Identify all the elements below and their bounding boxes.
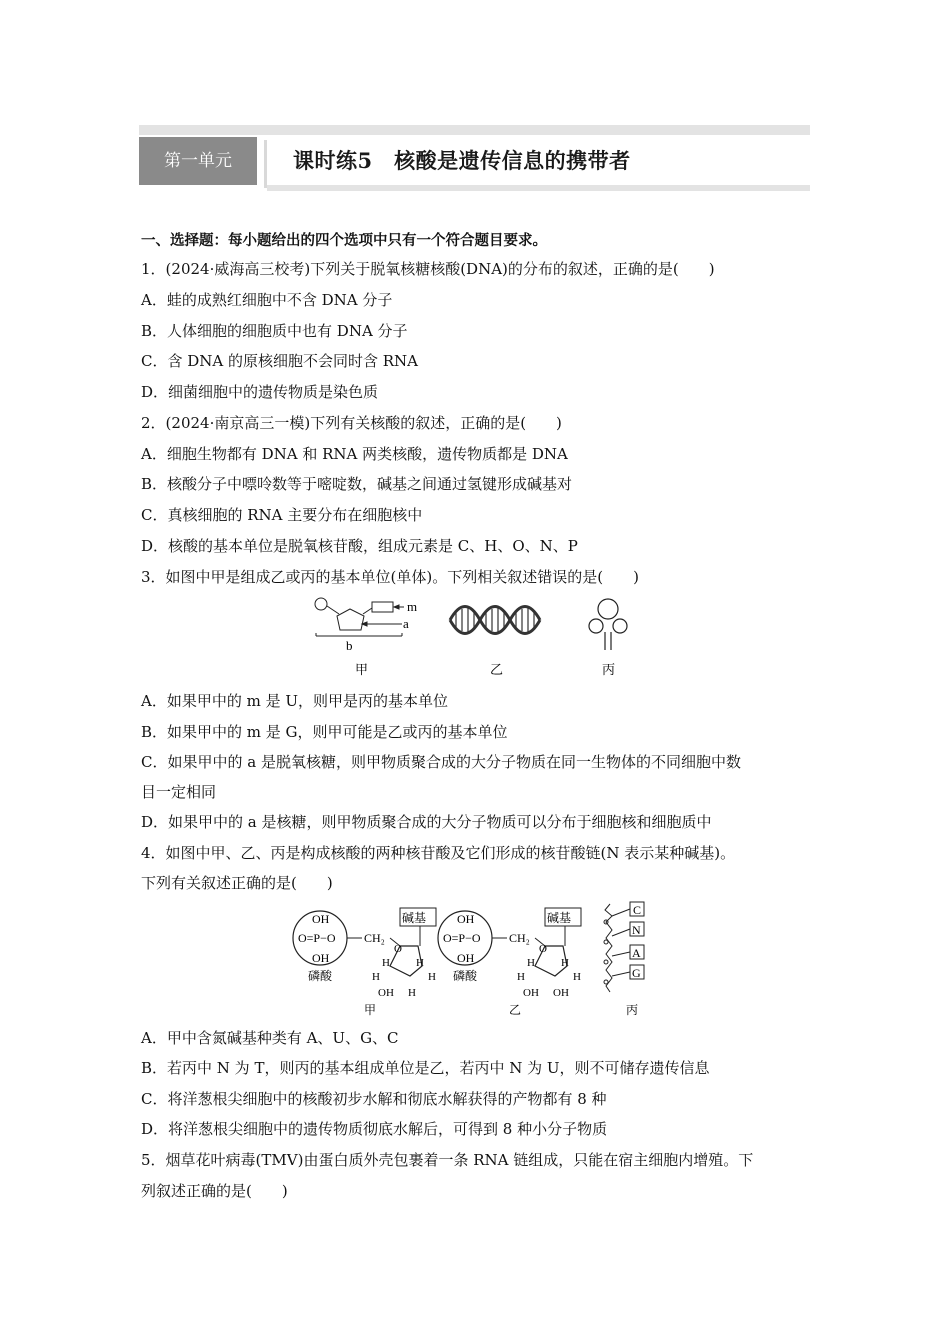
chain-base-1: C [633, 903, 642, 917]
q3-figure [300, 592, 640, 682]
q3-caption-jia: 甲 [355, 662, 369, 677]
svg-text:H: H [517, 971, 525, 983]
q1-option-b: B．人体细胞的细胞质中也有 DNA 分子 [141, 322, 408, 340]
q3-option-b: B．如果甲中的 m 是 G，则甲可能是乙或丙的基本单位 [141, 723, 508, 741]
sugar-pentagon [337, 609, 364, 630]
q5-stem-line2: 列叙述正确的是( ) [141, 1182, 288, 1200]
label-m: m [407, 599, 418, 614]
svg-text:O=P−O: O=P−O [443, 931, 481, 945]
q1-option-c: C．含 DNA 的原核细胞不会同时含 RNA [141, 352, 419, 370]
label-b: b [346, 638, 353, 653]
q4-caption-bing: 丙 [626, 1003, 639, 1017]
q1-option-d: D．细菌细胞中的遗传物质是染色质 [141, 383, 379, 401]
svg-text:H: H [527, 957, 535, 969]
q2-option-a: A．细胞生物都有 DNA 和 RNA 两类核酸，遗传物质都是 DNA [141, 445, 568, 463]
chain-base-3: A [632, 946, 641, 960]
q3-option-c-cont: 目一定相同 [141, 783, 217, 801]
lesson-banner [139, 125, 810, 195]
svg-text:H: H [408, 987, 416, 999]
svg-text:H: H [428, 971, 436, 983]
svg-text:H: H [573, 971, 581, 983]
q3-caption-yi: 乙 [490, 662, 504, 677]
q3-stem: 3．如图中甲是组成乙或丙的基本单位(单体)。下列相关叙述错误的是( ) [141, 568, 639, 586]
svg-text:CH₂: CH₂ [509, 931, 530, 945]
phosphate-circle [315, 598, 327, 610]
svg-text:OH: OH [312, 951, 330, 965]
svg-text:OH: OH [457, 951, 475, 965]
q4-stem-line2: 下列有关叙述正确的是( ) [141, 874, 333, 892]
svg-text:O: O [539, 943, 547, 955]
q4-option-c: C．将洋葱根尖细胞中的核酸初步水解和彻底水解获得的产物都有 8 种 [141, 1090, 607, 1108]
svg-text:OH: OH [378, 987, 394, 999]
q1-option-a: A．蛙的成熟红细胞中不含 DNA 分子 [141, 291, 393, 309]
svg-text:OH: OH [523, 987, 539, 999]
chain-base-2: N [632, 923, 641, 937]
phosphate-label-yi: 磷酸 [453, 969, 478, 983]
svg-text:H: H [561, 957, 569, 969]
double-helix-diagram [450, 607, 540, 634]
page-title: 课时练5 核酸是遗传信息的携带者 [293, 148, 631, 173]
phosphate-label-jia: 磷酸 [308, 969, 333, 983]
q4-caption-jia: 甲 [364, 1003, 377, 1017]
q4-stem-line1: 4．如图中甲、乙、丙是构成核酸的两种核苷酸及它们形成的核苷酸链(N 表示某种碱基)。 [141, 844, 736, 862]
nucleotide-yi [438, 908, 581, 1017]
q4-option-a: A．甲中含氮碱基种类有 A、U、G、C [141, 1029, 399, 1047]
svg-text:OH: OH [312, 912, 330, 926]
chain-base-4: G [632, 966, 641, 980]
q3-option-a: A．如果甲中的 m 是 U，则甲是丙的基本单位 [141, 692, 449, 710]
q3-caption-bing: 丙 [602, 662, 616, 677]
banner-top-bar [139, 125, 810, 135]
q2-stem: 2．(2024·南京高三一模)下列有关核酸的叙述，正确的是( ) [141, 414, 562, 432]
q2-option-c: C．真核细胞的 RNA 主要分布在细胞核中 [141, 506, 423, 524]
trna-cloverleaf-diagram [589, 599, 627, 650]
q4-caption-yi: 乙 [509, 1003, 522, 1017]
svg-text:碱基: 碱基 [547, 911, 572, 925]
title-box [267, 137, 810, 185]
base-rect [372, 602, 393, 612]
svg-text:碱基: 碱基 [402, 911, 427, 925]
svg-text:OH: OH [457, 912, 475, 926]
q2-option-d: D．核酸的基本单位是脱氧核苷酸，组成元素是 C、H、O、N、P [141, 537, 578, 555]
q3-option-d: D．如果甲中的 a 是核糖，则甲物质聚合成的大分子物质可以分布于细胞核和细胞质中 [141, 813, 712, 831]
nucleotide-jia [293, 908, 436, 1017]
svg-text:H: H [382, 957, 390, 969]
svg-text:H: H [372, 971, 380, 983]
section-title: 一、选择题：每小题给出的四个选项中只有一个符合题目要求。 [141, 233, 547, 249]
q4-option-b: B．若丙中 N 为 T，则丙的基本组成单位是乙，若丙中 N 为 U，则不可储存遗传信息 [141, 1059, 710, 1077]
q2-option-b: B．核酸分子中嘌呤数等于嘧啶数，碱基之间通过氢键形成碱基对 [141, 475, 573, 493]
svg-text:O=P−O: O=P−O [298, 931, 336, 945]
svg-text:H: H [416, 957, 424, 969]
q4-option-d: D．将洋葱根尖细胞中的遗传物质彻底水解后，可得到 8 种小分子物质 [141, 1120, 608, 1138]
svg-text:CH₂: CH₂ [364, 931, 385, 945]
svg-text:OH: OH [553, 987, 569, 999]
nucleotide-diagram [315, 598, 404, 636]
q1-stem: 1．(2024·威海高三校考)下列关于脱氧核糖核酸(DNA)的分布的叙述，正确的是( ) [141, 260, 715, 278]
unit-label: 第一单元 [139, 137, 257, 185]
q3-option-c: C．如果甲中的 a 是脱氧核糖，则甲物质聚合成的大分子物质在同一生物体的不同细胞中数 [141, 753, 741, 771]
q5-stem-line1: 5．烟草花叶病毒(TMV)由蛋白质外壳包裹着一条 RNA 链组成，只能在宿主细胞内增殖。下 [141, 1151, 754, 1169]
banner-bottom-bar [267, 185, 810, 191]
label-a: a [403, 616, 409, 631]
svg-text:O: O [394, 943, 402, 955]
q4-figure [290, 900, 670, 1022]
